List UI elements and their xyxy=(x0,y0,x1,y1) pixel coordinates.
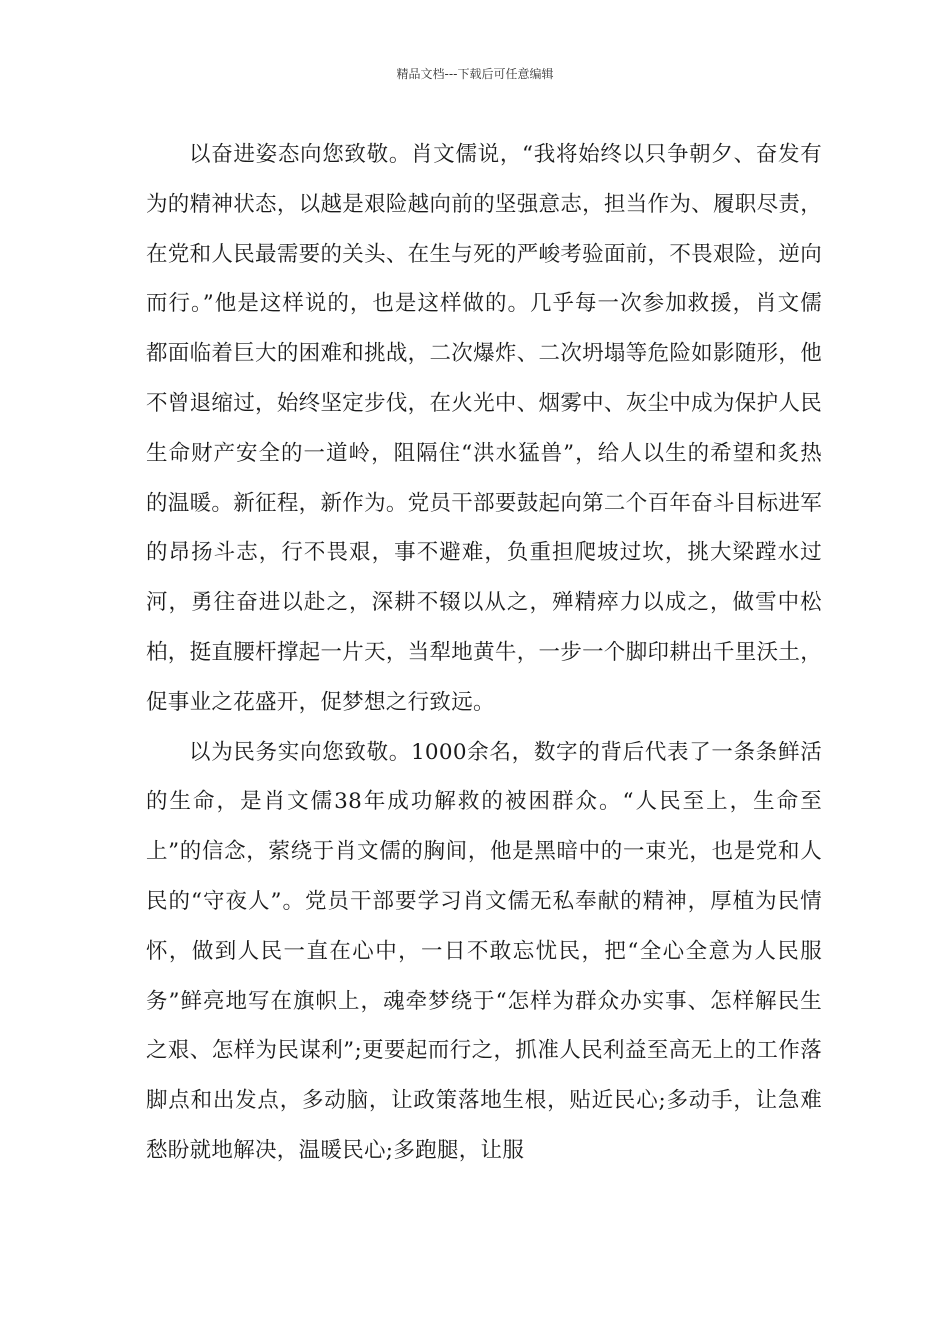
document-body xyxy=(146,130,822,1176)
paragraph-2: 以为民务实向您致敬。1000余名，数字的背后代表了一条条鲜活的生命，是肖文儒38年成功解救的被困群众。“人民至上，生命至上”的信念，萦绕于肖文儒的胸间，他是黑暗中的一束光，也是党和人民的“守夜人”。党员干部要学习肖文儒无私奉献的精神，厚植为民情怀，做到人民一直在心中，一日不敢忘忧民，把“全心全意为人民服务”鲜亮地写在旗帜上，魂牵梦绕于“怎样为群众办实事、怎样解民生之艰、怎样为民谋利”;更要起而行之，抓准人民利益至高无上的工作落脚点和出发点，多动脑，让政策落地生根，贴近民心;多动手，让急难愁盼就地解决，温暖民心;多跑腿，让服 xyxy=(146,739,822,1163)
page-header: 精品文档---下载后可任意编辑 xyxy=(396,67,554,81)
paragraph-1: 以奋进姿态向您致敬。肖文儒说，“我将始终以只争朝夕、奋发有为的精神状态，以越是艰险越向前的坚强意志，担当作为、履职尽责，在党和人民最需要的关头、在生与死的严峻考验面前，不畏艰险，逆向而行。”他是这样说的，也是这样做的。几乎每一次参加救援，肖文儒都面临着巨大的困难和挑战，二次爆炸、二次坍塌等危险如影随形，他不曾退缩过，始终坚定步伐，在火光中、烟雾中、灰尘中成为保护人民生命财产安全的一道岭，阻隔住“洪水猛兽”，给人以生的希望和炙热的温暖。新征程，新作为。党员干部要鼓起向第二个百年奋斗目标进军的昂扬斗志，行不畏艰，事不避难，负重担爬坡过坎，挑大梁蹚水过河，勇往奋进以赴之，深耕不辍以从之，殚精瘁力以成之，做雪中松柏，挺直腰杆撑起一片天，当犁地黄牛，一步一个脚印耕出千里沃土，促事业之花盛开，促梦想之行致远。 xyxy=(146,142,822,715)
